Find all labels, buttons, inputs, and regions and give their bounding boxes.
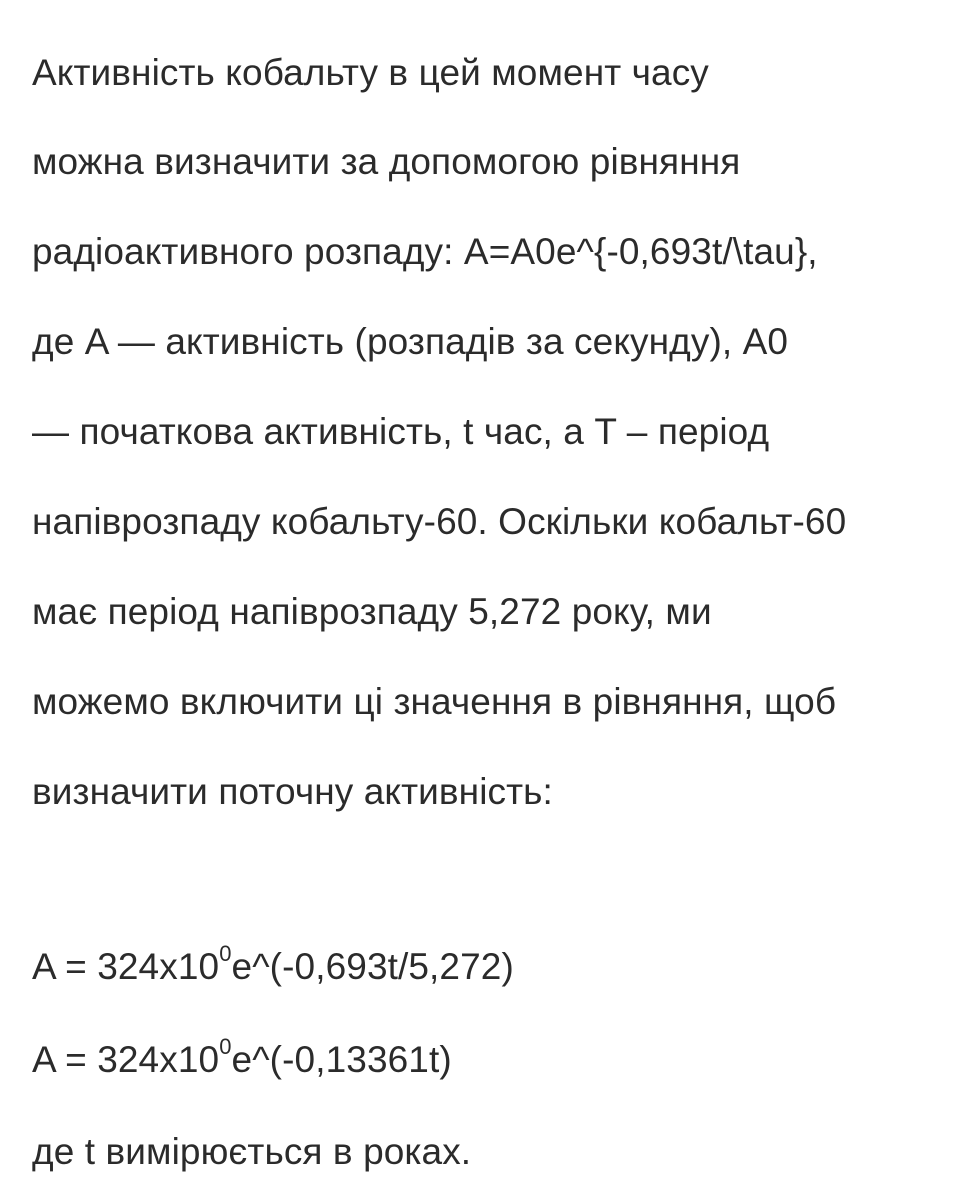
paragraph-line: має період напіврозпаду 5,272 року, ми [32, 591, 712, 632]
paragraph-line: Активність кобальту в цей момент часу [32, 52, 709, 93]
equation-1-prefix: A = 324x10 [32, 946, 220, 987]
paragraph-line: радіоактивного розпаду: A=A0e^{-0,693t/\tau}, [32, 231, 818, 272]
equation-1 [32, 940, 514, 989]
paragraph-line: напіврозпаду кобальту-60. Оскільки кобальт-60 [32, 501, 847, 542]
closing-line: де t вимірюється в роках. [32, 1131, 472, 1172]
paragraph-line: можна визначити за допомогою рівняння [32, 141, 741, 182]
paragraph-line: визначити поточну активність: [32, 771, 553, 812]
equation-1-suffix: e^(-0,693t/5,272) [231, 946, 514, 987]
paragraph-line: де A — активність (розпадів за секунду), A0 [32, 321, 789, 362]
equation-2-suffix: e^(-0,13361t) [231, 1039, 452, 1080]
equation-1-exponent: 0 [219, 940, 232, 966]
equation-2-exponent: 0 [219, 1033, 232, 1059]
paragraph-line: можемо включити ці значення в рівняння, щоб [32, 681, 837, 722]
paragraph-line: — початкова активність, t час, а T – період [32, 411, 770, 452]
equation-2 [32, 1033, 452, 1082]
equation-2-prefix: A = 324x10 [32, 1039, 220, 1080]
